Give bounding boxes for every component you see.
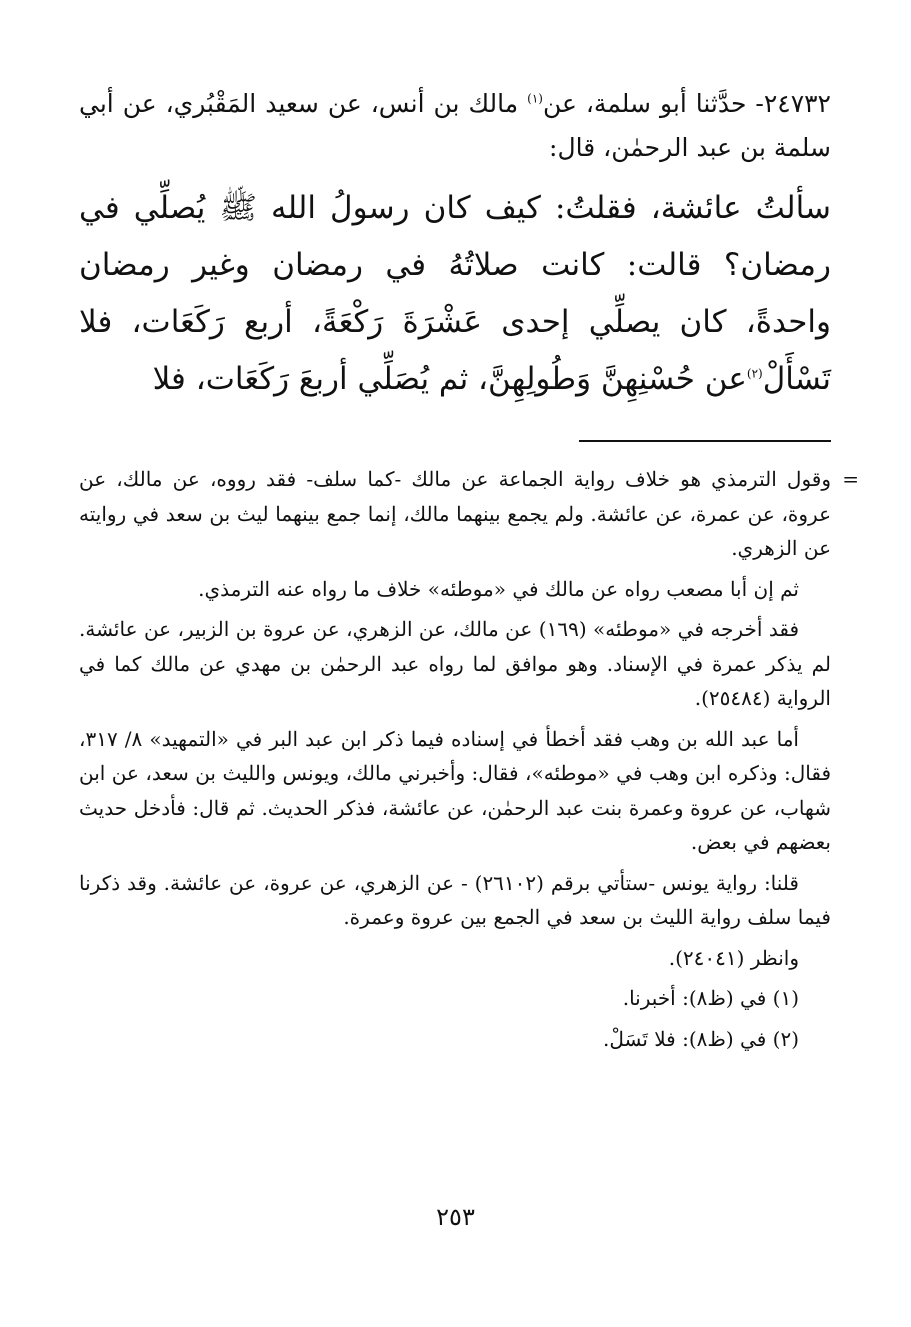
footnote-ref-1: (١) — [527, 91, 543, 106]
isnad-text-end: مالك بن أنس، عن سعيد المَقْبُري، عن أبي سلمة بن عبد الرحمٰن، قال: — [79, 89, 831, 162]
note-paragraph-1 — [79, 462, 859, 566]
footnote-separator — [579, 440, 831, 442]
continuation-mark: = — [842, 467, 859, 491]
hadith-matn — [79, 180, 831, 408]
note-paragraph-1-text: وقول الترمذي هو خلاف رواية الجماعة عن مالك -كما سلف- فقد رووه، عن مالك، عن عروة، عن عمرة، عن عائشة. ولم يجمع بينهما مالك، إنما جمع بينهما ليث بن سعد في روايته عن الزهري. — [79, 467, 831, 560]
commentary-notes — [79, 462, 859, 1062]
note-paragraph-6: وانظر (٢٤٠٤١). — [668, 945, 799, 970]
page-number: ٢٥٣ — [436, 1203, 475, 1231]
matn-text-start: سألتُ عائشة، فقلتُ: كيف كان رسولُ الله ﷺ يُصلِّي في رمضان؟ قالت: كانت صلاتُهُ في رمضان وغير رمضان واحدةً، كان يصلِّي إحدى عَشْرَةَ رَكْعَةً، أربع رَكَعَات، فلا تَسْأَلْ — [79, 190, 831, 397]
hadith-isnad — [79, 82, 831, 170]
footnote-2: (٢) في (ظ٨): فلا تَسَلْ. — [602, 1026, 799, 1051]
note-paragraph-2: ثم إن أبا مصعب رواه عن مالك في «موطئه» خلاف ما رواه عنه الترمذي. — [198, 576, 799, 601]
note-paragraph-5: قلنا: رواية يونس -ستأتي برقم (٢٦١٠٢) - عن الزهري، عن عروة، عن عائشة. وقد ذكرنا فيما سلف رواية الليث بن سعد في الجمع بين عروة وعمرة. — [79, 870, 831, 929]
footnote-ref-2: (٢) — [746, 366, 763, 381]
note-paragraph-3: فقد أخرجه في «موطئه» (١٦٩) عن مالك، عن الزهري، عن عروة بن الزبير، عن عائشة. لم يذكر عمرة في الإسناد. وهو موافق لما رواه عبد الرحمٰن بن مهدي عن مالك كما في الرواية (٢٥٤٨٤). — [79, 617, 831, 710]
note-paragraph-4: أما عبد الله بن وهب فقد أخطأ في إسناده فيما ذكر ابن عبد البر في «التمهيد» ٨/ ٣١٧، فقال: وذكره ابن وهب في «موطئه»، فقال: وأخبرني مالك، ويونس والليث بن سعد، عن ابن شهاب، عن عروة وعمرة بنت عبد الرحمٰن، عن عائشة، فذكر الحديث. ثم قال: فأدخل حديث بعضهم في بعض. — [79, 726, 831, 854]
matn-text-end: عن حُسْنِهِنَّ وَطُولِهِنَّ، ثم يُصَلِّي أربعَ رَكَعَات، فلا — [152, 361, 747, 397]
footnote-1: (١) في (ظ٨): أخبرنا. — [622, 986, 799, 1010]
isnad-text-start: ٢٤٧٣٢- حدَّثنا أبو سلمة، عن — [542, 89, 831, 118]
